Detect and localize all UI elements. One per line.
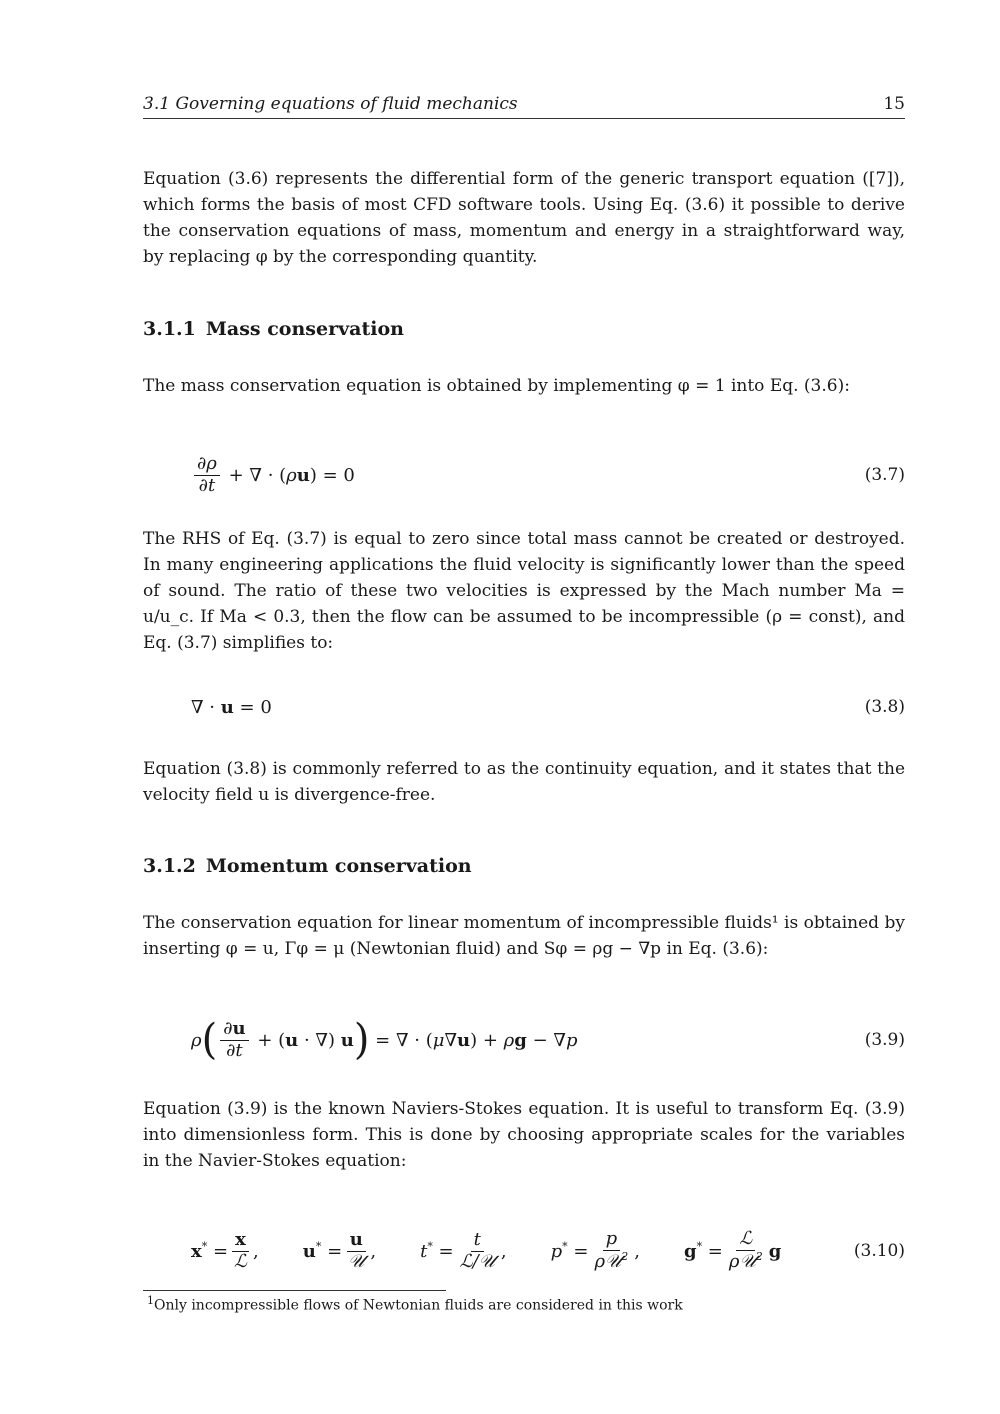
equation-3-7-label: (3.7) [864, 465, 905, 485]
equation-3-8-label: (3.8) [864, 697, 905, 717]
equation-3-7-body: $\frac{\partial\rho}{\partial t}$ + ∇ · (ρu) = 0 [191, 450, 355, 500]
section-number: 3.1.2 [143, 855, 196, 877]
intro-paragraph: Equation (3.6) represents the differential form of the generic transport equation ([7]), which forms the basis of most CFD software tools. Using Eq. (3.6) it possible to derive the conservation equations of mass, momentum and energy in a straightforward way, by replacing φ by the corresponding quantity. [143, 169, 905, 267]
navier-stokes-paragraph: Equation (3.9) is the known Naviers-Stokes equation. It is useful to transform Eq. (3.9) into dimensionless form. This is done by choosing appropriate scales for the variables in the Navier-Stokes equation: [143, 1099, 905, 1171]
mass-conservation-lead: The mass conservation equation is obtained by implementing φ = 1 into Eq. (3.6): [143, 376, 850, 396]
equation-3-7 [143, 450, 905, 500]
mass-conservation-discussion: The RHS of Eq. (3.7) is equal to zero since total mass cannot be created or destroyed. In many engineering applications the fluid velocity is significantly lower than the speed of sound. The ratio of these two velocities is expressed by the Mach number Ma = u/u_c. If Ma < 0.3, then the flow can be assumed to be incompressible (ρ = const), and Eq. (3.7) simplifies to: [143, 529, 905, 653]
footnote [147, 1294, 683, 1314]
footnote-text: Only incompressible flows of Newtonian fluids are considered in this work [154, 1297, 683, 1314]
section-number: 3.1.1 [143, 318, 196, 340]
page-number: 15 [883, 94, 905, 114]
equation-3-10-body: x* = $\frac{x}{\text{ℒ}}$ , u* = $\frac{u}{\text{𝒰}}$ , t* = $\frac{t}{\text{ℒ/𝒰}}$ , p* = $\frac{p}{\rho 𝒰^2}$ , g* = $\frac{\text{ℒ}}{\rho 𝒰^2}$ g [191, 1228, 782, 1272]
running-header-title: 3.1 Governing equations of fluid mechanics [143, 94, 518, 114]
footnote-rule [143, 1290, 446, 1291]
section-title: Mass conservation [205, 318, 404, 340]
equation-3-8-body: ∇ · u = 0 [191, 696, 272, 718]
equation-3-10-label: (3.10) [853, 1241, 905, 1261]
equation-3-8 [143, 682, 905, 732]
document-page [143, 0, 905, 1414]
section-heading-mass-conservation [143, 318, 404, 340]
continuity-paragraph: Equation (3.8) is commonly referred to as the continuity equation, and it states that the velocity field u is divergence-free. [143, 759, 905, 805]
section-title: Momentum conservation [205, 855, 472, 877]
equation-3-9-label: (3.9) [864, 1030, 905, 1050]
running-header [143, 92, 905, 119]
momentum-conservation-lead: The conservation equation for linear momentum of incompressible fluids¹ is obtained by inserting φ = u, Γφ = μ (Newtonian fluid) and Sφ = ρg − ∇p in Eq. (3.6): [143, 913, 905, 959]
equation-3-9 [143, 1015, 905, 1065]
section-heading-momentum-conservation [143, 855, 472, 877]
footnote-mark: 1 [147, 1294, 154, 1307]
equation-3-9-body: ρ ( $\frac{\partial u}{\partial t}$ + (u · ∇) u ) = ∇ · (μ∇u) + ρg − ∇p [191, 1015, 578, 1065]
equation-3-10 [143, 1226, 905, 1276]
